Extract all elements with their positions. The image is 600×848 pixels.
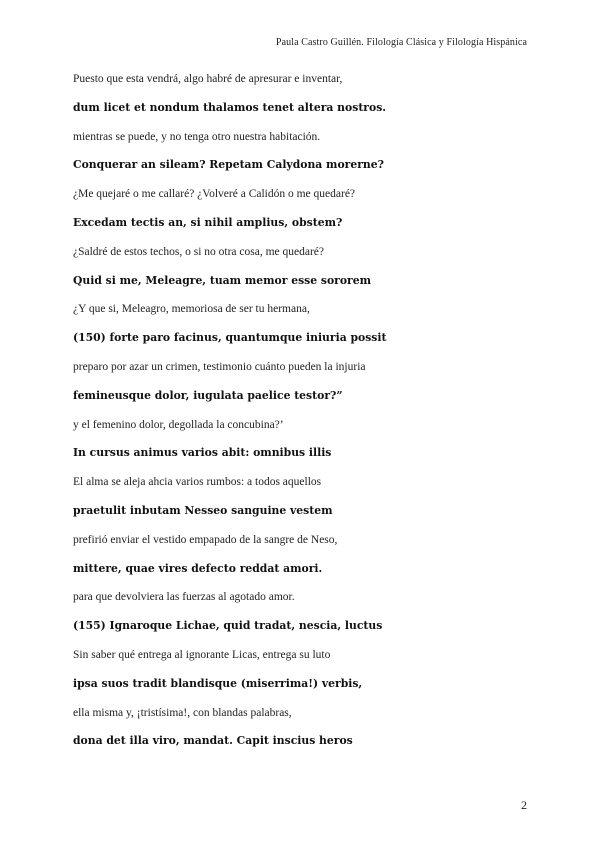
latin-verse-line: praetulit inbutam Nesseo sanguine vestem: [73, 503, 333, 517]
latin-verse-line: Conquerar an sileam? Repetam Calydona morerne?: [73, 158, 384, 172]
translation-line: ¿Me quejaré o me callaré? ¿Volveré a Calidón o me quedaré?: [73, 188, 356, 201]
latin-verse-line: dum licet et nondum thalamos tenet altera nostros.: [73, 100, 387, 114]
translation-line: ella misma y, ¡tristísima!, con blandas palabras,: [73, 706, 292, 719]
latin-verse-line: (150) forte paro facinus, quantumque iniuria possit: [73, 331, 387, 345]
latin-verse-line: ipsa suos tradit blandisque (miserrima!) verbis,: [73, 676, 363, 690]
translation-line: Sin saber qué entrega al ignorante Licas, entrega su luto: [73, 648, 331, 661]
translation-line: Puesto que esta vendrá, algo habré de apresurar e inventar,: [73, 73, 343, 85]
translation-line: prefirió enviar el vestido empapado de la sangre de Neso,: [73, 533, 338, 546]
latin-verse-line: (155) Ignaroque Lichae, quid tradat, nescia, luctus: [73, 619, 383, 633]
running-header: Paula Castro Guillén. Filología Clásica y Filología Hispánica: [275, 37, 527, 48]
translation-line: mientras se puede, y no tenga otro nuestra habitación.: [73, 130, 321, 143]
latin-verse-line: dona det illa viro, mandat. Capit inscius heros: [73, 734, 353, 748]
translation-line: ¿Saldré de estos techos, o si no otra cosa, me quedaré?: [73, 245, 324, 258]
translation-line: preparo por azar un crimen, testimonio cuánto pueden la injuria: [73, 360, 366, 373]
translation-line: y el femenino dolor, degollada la concubina?’: [73, 418, 284, 431]
latin-verse-line: mittere, quae vires defecto reddat amori.: [73, 561, 323, 575]
translation-line: ¿Y que si, Meleagro, memoriosa de ser tu hermana,: [73, 303, 310, 316]
latin-verse-line: Excedam tectis an, si nihil amplius, obstem?: [73, 215, 343, 229]
verse-translation-body: [73, 69, 533, 760]
translation-line: para que devolviera las fuerzas al agotado amor.: [73, 591, 295, 604]
translation-line: El alma se aleja ahcia varios rumbos: a todos aquellos: [73, 476, 322, 489]
latin-verse-line: Quid si me, Meleagre, tuam memor esse sororem: [73, 273, 372, 287]
latin-verse-line: femineusque dolor, iugulata paelice testor?”: [73, 388, 343, 402]
page-number: 2: [521, 798, 527, 812]
latin-verse-line: In cursus animus varios abit: omnibus illis: [73, 446, 332, 460]
